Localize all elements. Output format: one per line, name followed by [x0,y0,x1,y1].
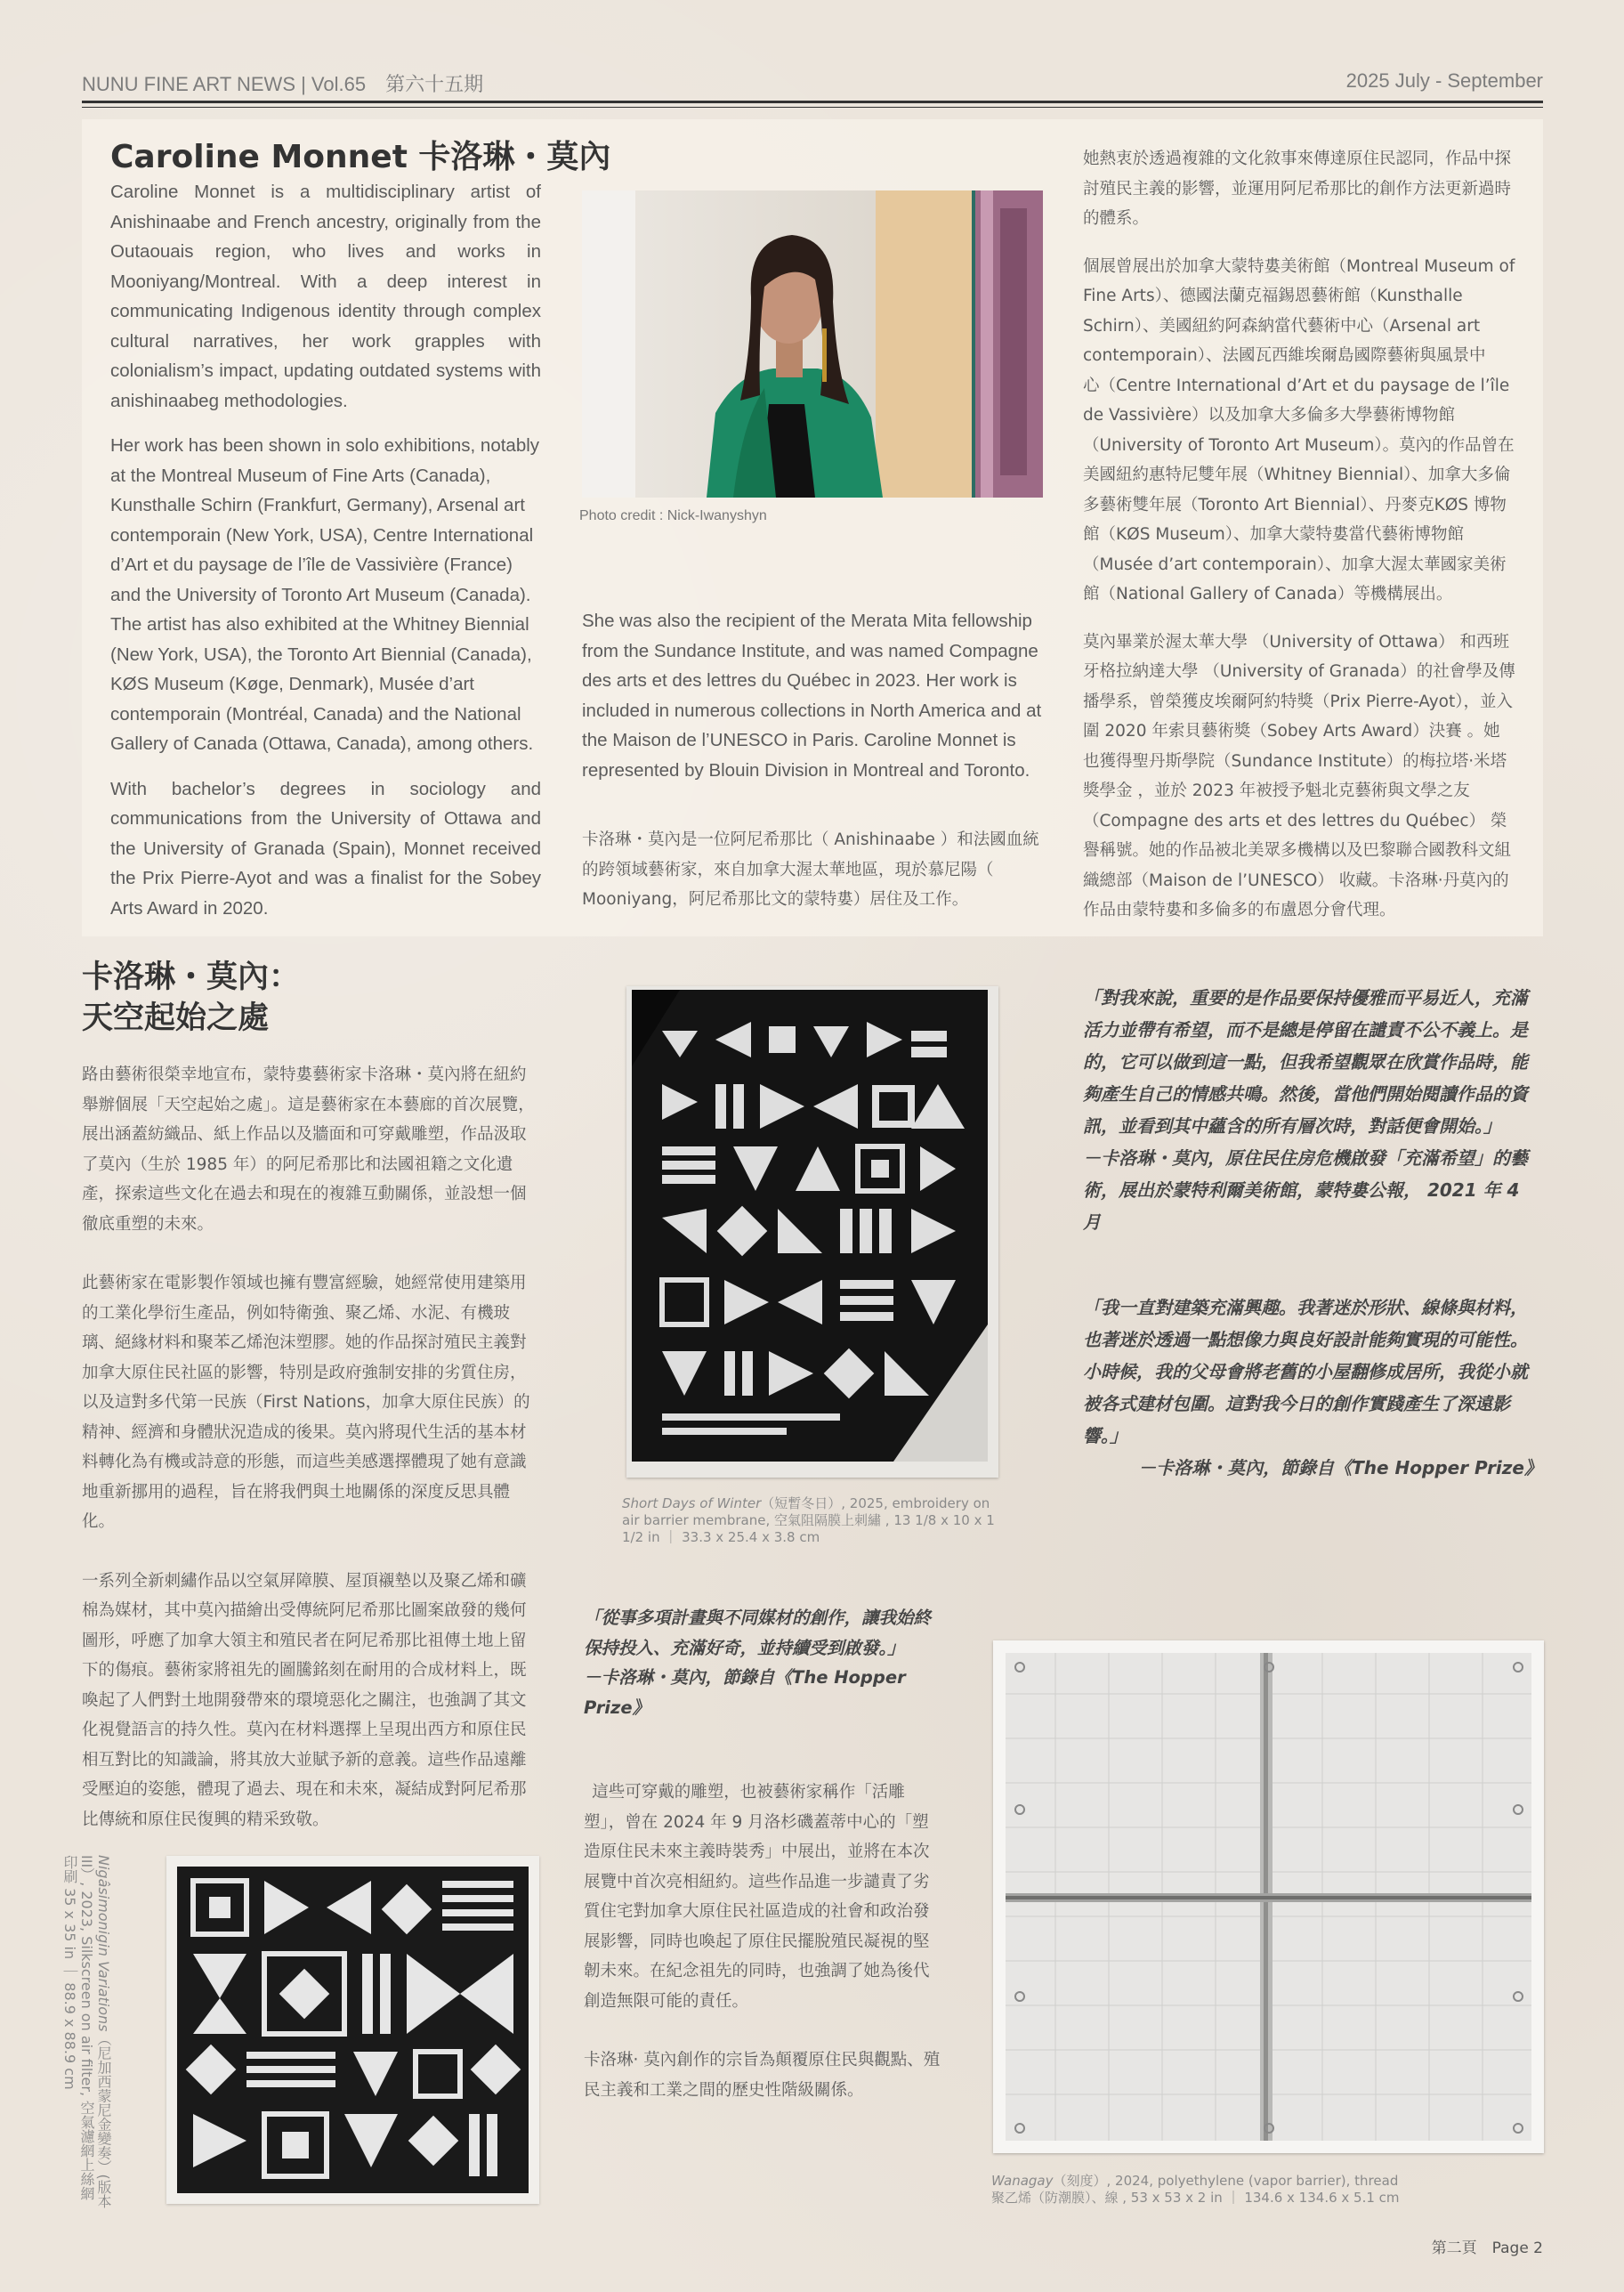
exhibition-title-line-1: 卡洛琳・莫內： [82,960,301,995]
article-title: Caroline Monnet 卡洛琳・莫內 [110,139,611,175]
exhibition-mid-paragraph-1: 這些可穿戴的雕塑，也被藝術家稱作「活雕塑」，曾在 2024 年 9 月洛杉磯蓋蒂中心的「塑造原住民未來主義時裝秀」中展出，並將在本次展覽中首次亮相紐約。這些作品進一步譴責了劣質住宅對加拿大原住民社區造成的社會和政治發展影響，同時也喚起了原住民擺脫殖民凝視的堅韌未來。在紀念祖先的同時，也強調了她為後代創造無限可能的責任。 [584,1783,930,2011]
quote-middle-attribution [584,1663,943,1722]
quote-middle [584,1603,943,1722]
masthead-left: NUNU FINE ART NEWS | Vol.65 第六十五期 [82,73,484,95]
nigasimonigin-variations-artwork [166,1856,539,2204]
caption-nigasimonigin-title: Nigâsimonigin Variations [95,1855,112,2032]
caption-short-days-title: Short Days of Winter [622,1495,762,1511]
caption-short-days-of-winter [622,1495,1005,1546]
exhibition-mid-paragraph-2: 卡洛琳· 莫內創作的宗旨為顛覆原住民與觀點、殖民主義和工業之間的歷史性階級關係。 [584,2051,941,2100]
quote-right-2-text: 「我一直對建築充滿興趣。我著迷於形狀、線條與材料，也著迷於透過一點想像力與良好設計能夠實現的可能性。小時候，我的父母會將老舊的小屋翻修成居所，我從小就被各式建材包圍。這對我今日的創作實踐產生了深遠影響。」 [1083,1297,1528,1446]
caption-nigasimonigin-details: （尼加西蒙尼金變奏）(版本III）, 2023, Silkscreen on air filter, 空氣濾網上絲網印刷 35 x 35 in ｜ 88.9 x 88.9 cm [61,1855,112,2208]
quote-middle-text: 「從事多項計畫與不同媒材的創作，讓我始終保持投入、充滿好奇，並持續受到啟發。」 [584,1608,932,1658]
article-zh-paragraph-2: 個展曾展出於加拿大蒙特婁美術館（Montreal Museum of Fine Arts）、德國法蘭克福錫恩藝術館（Kunsthalle Schirn）、美國紐約阿森納當代藝術中心（Arsenal art contemporain）、法國瓦西維埃爾島國際藝術與風景中 心（Centre International d’Art et du paysage de l’île de Vassivière）以及加拿大多倫多大學藝術博物館（University of Toronto Art Museum）。莫內的作品曾在美國紐約惠特尼雙年展（Whitney Biennial）、加拿大多倫多藝術雙年展（Toronto Art Biennial）、丹麥克KØS 博物館（KØS Museum）、加拿大蒙特婁當代藝術博物館（Musée d’art contemporain）、加拿大渥太華國家美術館（National Gallery of Canada）等機構展出。 [1083,256,1515,603]
caption-wanagay-line-2: 聚乙烯（防潮膜）、線 , 53 x 53 x 2 in ｜ 134.6 x 134.6 x 5.1 cm [991,2190,1400,2206]
exhibition-middle-column [584,1778,943,2105]
article-zh-paragraph-1: 她熱衷於透過複雜的文化敘事來傳達原住民認同，作品中探討殖民主義的影響，並運用阿尼希那比的創作方法更新過時的體系。 [1083,150,1512,228]
quote-right-2-attr-title: The Hopper Prize [1352,1457,1524,1478]
quote-right-2-attribution [1083,1452,1542,1484]
exhibition-paragraph-2: 此藝術家在電影製作領域也擁有豐富經驗，她經常使用建築用的工業化學衍生產品，例如特衛強、聚乙烯、水泥、有機玻璃、絕緣材料和聚苯乙烯泡沫塑膠。她的作品探討殖民主義對加拿大原住民社區的影響，特別是政府強制安排的劣質住房，以及這對多代第一民族（First Nations，加拿大原住民族）的精神、經濟和身體狀況造成的後果。莫內將現代生活的基本材料轉化為有機或詩意的形態，而這些美感選擇體現了她有意識地重新挪用的過程，旨在將我們與土地關係的深度反思具體化。 [82,1274,530,1531]
article-middle-column [582,606,1042,915]
quote-middle-attr-suffix: 》 [632,1697,650,1718]
article-en-paragraph-2: Her work has been shown in solo exhibitions, notably at the Montreal Museum of Fine Arts (Canada), Kunsthalle Schirn (Frankfurt, Germany), Arsenal art contemporain (New York, USA), Centre International d’Art et du paysage de l’île de Vassivière (France) and the University of Toronto Art Museum (Canada). The artist has also exhibited at the Whitney Biennial (New York, USA), the Toronto Art Biennial (Canada), KØS Museum (Køge, Denmark), Musée d’art contemporain (Montréal, Canada) and the National Gallery of Canada (Ottawa, Canada), among others. [110,435,540,754]
exhibition-paragraph-1: 路由藝術很榮幸地宣布，蒙特婁藝術家卡洛琳・莫內將在紐約舉辦個展「天空起始之處」。這是藝術家在本藝廊的首次展覽，展出涵蓋紡織品、紙上作品以及牆面和可穿戴雕塑，作品汲取了莫內（生於 1985 年）的阿尼希那比和法國祖籍之文化遺產，探索這些文化在過去和現在的複雜互動關係，並設想一個徹底重塑的未來。 [82,1065,535,1234]
article-english-column [110,177,541,923]
caption-nigasimonigin [61,1855,112,2209]
short-days-of-winter-artwork [626,986,998,1478]
masthead-right: 2025 July - September [1345,69,1543,92]
geometric-embroidery-artwork [626,986,998,1478]
caption-wanagay-line-1 [991,2173,1543,2190]
page-number: 第二頁 Page 2 [1431,2239,1543,2257]
quote-right-1 [1083,982,1542,1238]
article-right-column [1083,144,1515,926]
quote-right-2-attr-prefix: －卡洛琳・莫內，節錄自《 [1138,1457,1353,1478]
vapor-barrier-grid-artwork [993,1640,1544,2153]
quote-right-1-text: 「對我來說，重要的是作品要保持優雅而平易近人，充滿活力並帶有希望，而不是總是停留在譴責不公不義上。是的，它可以做到這一點，但我希望觀眾在欣賞作品時，能夠產生自己的情感共鳴。然後，當他們開始閱讀作品的資訊，並看到其中蘊含的所有層次時，對話便會開始。」 [1083,987,1528,1137]
exhibition-title-line-2: 天空起始之處 [82,1000,270,1036]
quote-right-2-attr-suffix: 》 [1524,1457,1542,1478]
portrait-illustration [582,190,1043,498]
caption-short-days-details: （短暫冬日）, 2025, embroidery on air barrier membrane, 空氣阻隔膜上刺繡 , 13 1/8 x 10 x 1 1/2 in ｜ 33.3 x 25.4 x 3.8 cm [622,1495,995,1545]
geometric-silkscreen-artwork [166,1856,539,2204]
caption-wanagay [991,2173,1543,2207]
exhibition-left-column [82,1060,541,1834]
wanagay-artwork [993,1640,1544,2153]
article-mid-english: She was also the recipient of the Merata Mita fellowship from the Sundance Institute, and was named Compagne des arts et des lettres du Québec in 2023. Her work is included in numerous collections in North America and at the Maison de l’UNESCO in Paris. Caroline Monnet is represented by Blouin Division in Montreal and Toronto. [582,611,1042,781]
caption-wanagay-details: （刻度）, 2024, polyethylene (vapor barrier), thread [1053,2173,1399,2189]
exhibition-paragraph-3: 一系列全新刺繡作品以空氣屏障膜、屋頂襯墊以及聚乙烯和礦棉為媒材，其中莫內描繪出受傳統阿尼希那比圖案啟發的幾何圖形，呼應了加拿大領主和殖民者在阿尼希那比祖傳土地上留下的傷痕。藝術家將祖先的圖騰銘刻在耐用的合成材料上，既喚起了人們對土地開發帶來的環境惡化之關注，也強調了其文化視覺語言的持久性。莫內在材料選擇上呈現出西方和原住民相互對比的知識論，將其放大並賦予新的意義。這些作品遠離受壓迫的姿態，體現了過去、現在和未來，凝結成對阿尼希那比傳統和原住民復興的精采致敬。 [82,1571,527,1829]
quote-middle-attr-prefix: －卡洛琳・莫內，節錄自《 [584,1667,793,1688]
quote-right-2 [1083,1292,1542,1484]
quote-middle-attr-title: The Hopper Prize [584,1667,906,1718]
caption-wanagay-title: Wanagay [991,2173,1054,2189]
header-rule-thick [82,101,1543,103]
quote-right-1-attribution: －卡洛琳・莫內，原住民住房危機啟發「充滿希望」的藝術，展出於蒙特利爾美術館，蒙特婁公報， 2021 年 4 月 [1083,1147,1528,1233]
article-zh-paragraph-3: 莫內畢業於渥太華大學 （University of Ottawa） 和西班牙格拉納達大學 （University of Granada）的社會學及傳播學系，曾榮獲皮埃爾阿約特獎（Prix Pierre-Ayot），並入圍 2020 年索貝藝術獎（Sobey Arts Award）決賽 。她也獲得聖丹斯學院（Sundance Institute）的梅拉塔·米塔獎學金 ，並於 2023 年被授予魁北克藝術與文學之友（Compagne des arts et des lettres du Québec） 榮譽稱號。她的作品被北美眾多機構以及巴黎聯合國教科文組織總部（Maison de l’UNESCO） 收藏。卡洛琳·丹莫內的作品由蒙特婁和多倫多的布盧恩分會代理。 [1083,632,1515,919]
header-rule-thin [82,107,1543,108]
article-mid-chinese: 卡洛琳・莫內是一位阿尼希那比（ Anishinaabe ）和法國血統的跨領域藝術家，來自加拿大渥太華地區，現於慕尼陽（ Mooniyang，阿尼希那比文的蒙特婁）居住及工作。 [582,830,1039,909]
photo-credit: Photo credit : Nick-Iwanyshyn [579,508,767,523]
artist-portrait-photo [582,190,1043,498]
article-en-paragraph-1: Caroline Monnet is a multidisciplinary artist of Anishinaabe and French ancestry, originally from the Outaouais region, who lives and works in Mooniyang/Montreal. With a deep interest in communicating Indigenous identity through complex cultural narratives, her work grapples with colonialism’s impact, updating outdated systems with anishinaabeg methodologies. [110,182,541,411]
article-en-paragraph-3: With bachelor’s degrees in sociology and communications from the University of Ottawa and the University of Granada (Spain), Monnet received the Prix Pierre-Ayot and was a finalist for the Sobey Arts Award in 2020. [110,778,541,919]
exhibition-title [82,957,300,1039]
